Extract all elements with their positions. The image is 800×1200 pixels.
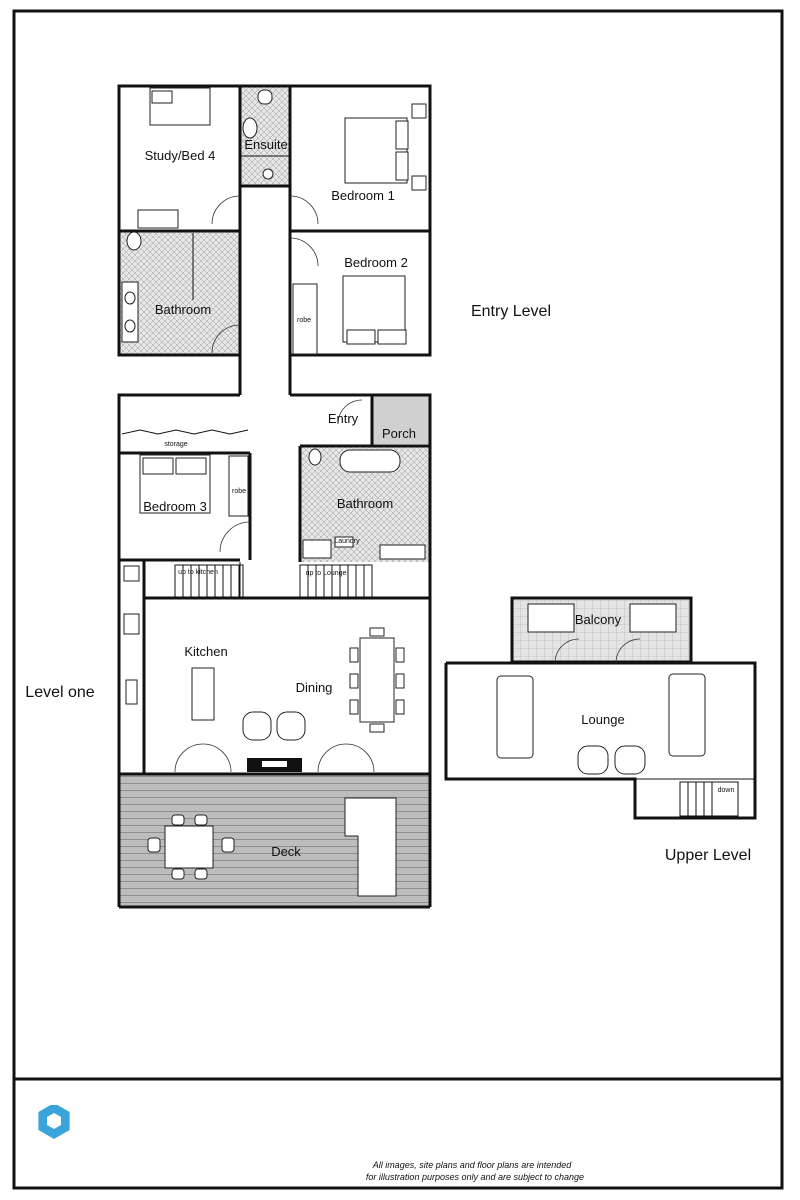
storage-label: storage: [164, 441, 188, 448]
robe-b2-label: robe: [296, 317, 312, 324]
level-one-label: Level one: [25, 684, 95, 701]
laundry-label: Laundry: [334, 538, 360, 545]
ensuite-label: Ensuite: [244, 137, 288, 152]
hexagon-logo-icon: [38, 1095, 69, 1139]
upper-level-label: Upper Level: [664, 847, 752, 864]
study-label: Study/Bed 4: [144, 148, 216, 163]
deck-label: Deck: [271, 844, 301, 859]
entry-level-plan: [119, 86, 430, 395]
bedroom3-label: Bedroom 3: [143, 499, 207, 514]
bedroom2-label: Bedroom 2: [344, 255, 408, 270]
bedroom1-label: Bedroom 1: [331, 188, 395, 203]
down-label: down: [717, 787, 735, 794]
up-to-lounge-label: up to Lounge: [305, 570, 347, 577]
lounge-label: Lounge: [581, 712, 625, 727]
bathroom-upper-label: Bathroom: [154, 302, 212, 317]
level-one-plan: [119, 395, 430, 907]
entry-level-label: Entry Level: [470, 303, 552, 320]
bathroom-lower-label: Bathroom: [336, 496, 394, 511]
disclaimer-line-1: All images, site plans and floor plans are intended: [372, 1160, 572, 1170]
porch-label: Porch: [382, 426, 416, 441]
up-to-kitchen-label: up to kitchen: [178, 569, 218, 576]
upper-level-plan: [446, 598, 755, 818]
kitchen-label: Kitchen: [184, 644, 228, 659]
disclaimer-line-2: for illustration purposes only and are subject to change: [365, 1172, 585, 1182]
robe-b3-label: robe: [231, 488, 247, 495]
balcony-label: Balcony: [574, 612, 622, 627]
dining-label: Dining: [295, 680, 333, 695]
entry-label: Entry: [327, 411, 359, 426]
